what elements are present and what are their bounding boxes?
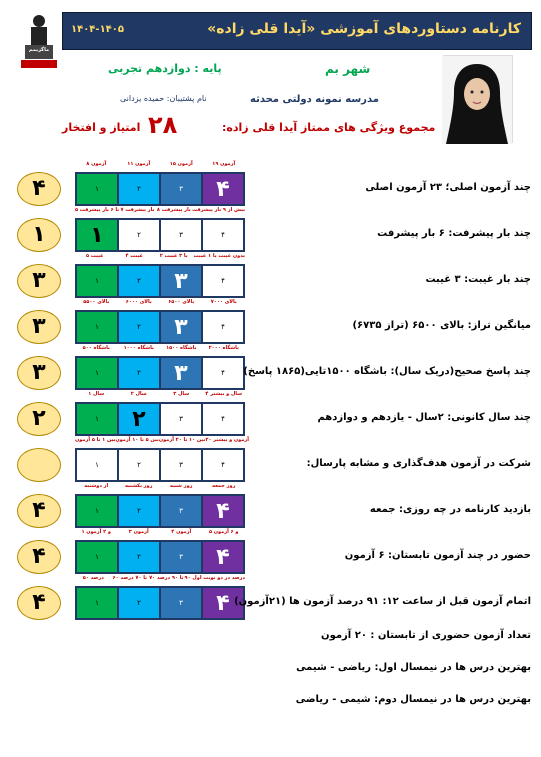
row-thresholds	[75, 483, 245, 489]
row-description: میانگین تراز: بالای ۶۵۰۰ (تراز ۶۷۳۵)	[352, 320, 531, 331]
level-cell: ۲	[119, 312, 161, 342]
level-grid	[75, 264, 245, 298]
level-cell: ۳	[161, 450, 203, 480]
row-description: شرکت در آزمون هدف‌گذاری و مشابه پارسال:	[306, 458, 531, 469]
level-cell: ۴	[203, 542, 243, 572]
threshold-label: باشگاه ۵۰۰	[82, 345, 110, 351]
row-thresholds	[75, 207, 245, 213]
threshold-label: ۲ سال	[130, 391, 147, 397]
student-photo	[443, 55, 513, 143]
threshold-label: باشگاه ۱۰۰۰	[123, 345, 154, 351]
row-description: چند آزمون اصلی؛ ۲۳ آزمون اصلی	[365, 182, 531, 193]
level-cell: ۳	[161, 174, 203, 204]
row-description: چند بار غیبت: ۳ غیبت	[425, 274, 531, 285]
level-cell: ۱	[77, 174, 119, 204]
row-description: حضور در چند آزمون تابستان: ۶ آزمون	[344, 550, 531, 561]
school-label: مدرسه نمونه دولتی محدثه	[250, 94, 379, 105]
threshold-label: بالای ۶۰۰۰	[125, 299, 152, 305]
title-bar	[62, 12, 532, 50]
threshold-label: ۱۹ آزمون	[212, 161, 236, 167]
level-cell: ۴	[203, 588, 243, 618]
threshold-label: بالای ۵۵۰۰	[83, 299, 110, 305]
level-cell: ۱	[77, 220, 119, 250]
level-grid	[75, 586, 245, 620]
level-grid	[75, 402, 245, 436]
level-cell: ۱	[77, 266, 119, 296]
level-cell: ۳	[161, 358, 203, 388]
threshold-label: باشگاه ۲۰۰۰	[208, 345, 239, 351]
row-thresholds	[75, 575, 245, 581]
level-cell: ۳	[161, 404, 203, 434]
threshold-label: روز یکشنبه	[124, 483, 153, 489]
level-grid	[75, 310, 245, 344]
threshold-label: بالای ۶۵۰۰	[168, 299, 195, 305]
threshold-label: ۴ آزمون	[171, 529, 192, 535]
score-badge: ۴	[17, 540, 61, 574]
row-description: بازدید کارنامه در چه روزی: جمعه	[369, 504, 531, 515]
threshold-label: ۱ و ۲ آزمون	[81, 529, 112, 535]
threshold-label: ۳ سال	[173, 391, 190, 397]
level-cell: ۱	[77, 358, 119, 388]
level-cell: ۲	[119, 450, 161, 480]
row-description: چند سال کانونی: ۲سال - یازدهم و دوازدهم	[317, 412, 531, 423]
level-grid	[75, 448, 245, 482]
score-badge: ۲	[17, 402, 61, 436]
level-cell: ۳	[161, 266, 203, 296]
level-cell: ۲	[119, 358, 161, 388]
score-badge	[17, 448, 61, 482]
threshold-label: ۵۰ درصد	[82, 575, 104, 581]
level-cell: ۱	[77, 588, 119, 618]
level-cell: ۳	[161, 312, 203, 342]
threshold-label: ۱۵ آزمون	[169, 161, 193, 167]
threshold-label: ۶۰ تا ۷۰ درصد	[112, 575, 147, 581]
city-label: شهر بم	[325, 62, 371, 76]
brand-logo	[19, 12, 59, 70]
threshold-label: روز جمعه	[212, 483, 236, 489]
threshold-label: ۹۰ درصد در دو نوبت اول	[184, 575, 245, 581]
row-thresholds	[75, 529, 245, 535]
threshold-label: ۵ تا ۶ بار پیشرفت	[75, 207, 120, 213]
row-thresholds	[75, 437, 250, 443]
level-cell: ۱	[77, 404, 119, 434]
threshold-label: ۷۰ تا ۹۰ درصد	[149, 575, 184, 581]
threshold-label: ۳ آزمون	[128, 529, 149, 535]
score-badge: ۳	[17, 310, 61, 344]
page-title: کارنامه دستاوردهای آموزشی «آیدا قلی زاده»	[207, 21, 521, 37]
logo-text: ماگزیمم	[28, 47, 50, 53]
score-badge: ۴	[17, 494, 61, 528]
threshold-label: باشگاه ۱۵۰۰	[166, 345, 197, 351]
level-cell: ۱	[77, 312, 119, 342]
level-cell: ۱	[77, 450, 119, 480]
threshold-label: ۸ آزمون	[86, 161, 107, 167]
row-thresholds	[75, 299, 245, 305]
level-grid	[75, 494, 245, 528]
level-cell: ۲	[119, 266, 161, 296]
threshold-label: بدون غیبت یا ۱ غیبت	[193, 253, 246, 259]
threshold-label: ۵ غیبت	[85, 253, 104, 259]
threshold-label: ۷ بار پیشرفت	[120, 207, 155, 213]
threshold-label: بالای ۷۰۰۰	[210, 299, 237, 305]
level-grid	[75, 540, 245, 574]
grade-label: پایه : دوازدهم تجربی	[108, 62, 222, 75]
level-grid	[75, 356, 245, 390]
level-cell: ۳	[161, 220, 203, 250]
level-cell: ۴	[203, 220, 243, 250]
level-cell: ۴	[203, 174, 243, 204]
row-thresholds	[75, 161, 245, 167]
extra-line: تعداد آزمون حضوری از تابستان : ۲۰ آزمون	[321, 630, 531, 641]
level-cell: ۲	[119, 404, 161, 434]
total-label: مجموع ویژگی های ممتاز آیدا قلی زاده:	[222, 121, 436, 134]
threshold-label: بین ۱۰ تا ۲۰ آزمون	[158, 437, 206, 443]
threshold-label: بین ۵ تا ۱۰ آزمون	[115, 437, 159, 443]
level-cell: ۲	[119, 496, 161, 526]
row-description: چند پاسخ صحیح(دریک سال): باشگاه ۱۵۰۰تایی(۱۸۶۵ پاسخ)	[243, 366, 531, 377]
threshold-label: ۵ و ۶ آزمون	[208, 529, 239, 535]
score-badge: ۴	[17, 586, 61, 620]
total-unit: امتیاز و افتخار	[62, 121, 141, 134]
threshold-label: ۴ غیبت	[125, 253, 144, 259]
level-grid	[75, 172, 245, 206]
level-grid	[75, 218, 245, 252]
threshold-label: ۱۱ آزمون	[127, 161, 151, 167]
threshold-label: بیش از ۹ بار پیشرفت	[192, 207, 246, 213]
level-cell: ۲	[119, 174, 161, 204]
level-cell: ۳	[161, 496, 203, 526]
row-thresholds	[75, 253, 245, 259]
level-cell: ۴	[203, 312, 243, 342]
row-thresholds	[75, 391, 245, 397]
teacher-label: نام پشتیبان: حمیده یزدانی	[120, 94, 207, 103]
level-cell: ۴	[203, 450, 243, 480]
threshold-label: ۲۰ آزمون و بیشتر	[205, 437, 250, 443]
extra-line: بهترین درس ها در نیمسال دوم: شیمی - ریاضی	[295, 694, 531, 705]
row-thresholds	[75, 345, 245, 351]
level-cell: ۱	[77, 496, 119, 526]
extra-line: بهترین درس ها در نیمسال اول: ریاضی - شیمی	[296, 662, 531, 673]
level-cell: ۳	[161, 542, 203, 572]
level-cell: ۲	[119, 220, 161, 250]
level-cell: ۲	[119, 542, 161, 572]
threshold-label: ۴ سال و بیشتر	[205, 391, 243, 397]
academic-year: ۱۴۰۴-۱۴۰۵	[71, 24, 124, 35]
level-cell: ۱	[77, 542, 119, 572]
level-cell: ۲	[119, 588, 161, 618]
threshold-label: ۸ بار پیشرفت	[156, 207, 191, 213]
threshold-label: از دوشنبه	[84, 483, 109, 489]
level-cell: ۴	[203, 266, 243, 296]
threshold-label: ۱ سال	[88, 391, 105, 397]
level-cell: ۳	[161, 588, 203, 618]
row-description: چند بار پیشرفت: ۶ بار پیشرفت	[377, 228, 531, 239]
score-badge: ۳	[17, 264, 61, 298]
score-badge: ۱	[17, 218, 61, 252]
threshold-label: بین ۱ تا ۵ آزمون	[75, 437, 116, 443]
row-description: اتمام آزمون قبل از ساعت ۱۲: ۹۱ درصد آزمون ها (۲۱آزمون)	[234, 596, 531, 607]
level-cell: ۴	[203, 358, 243, 388]
level-cell: ۴	[203, 496, 243, 526]
score-badge: ۴	[17, 172, 61, 206]
level-cell: ۴	[203, 404, 243, 434]
score-badge: ۳	[17, 356, 61, 390]
threshold-label: روز شنبه	[169, 483, 193, 489]
total-value: ۲۸	[148, 111, 178, 139]
threshold-label: ۲ یا ۳ غیبت	[159, 253, 188, 259]
